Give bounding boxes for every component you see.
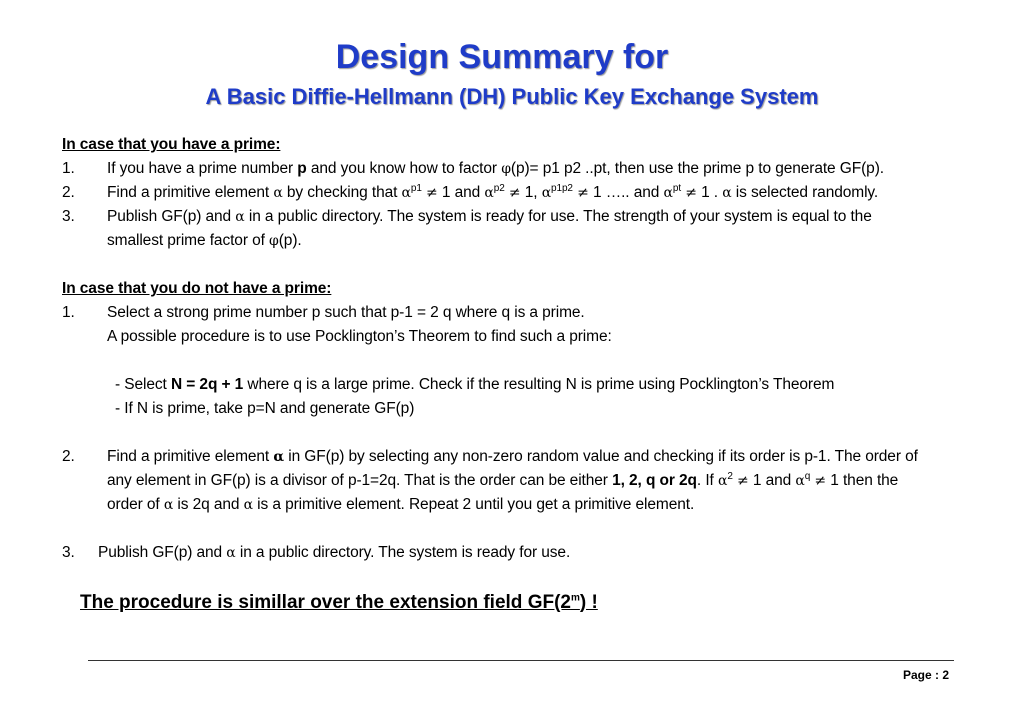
list-item	[62, 541, 992, 565]
section-heading-no-prime: In case that you do not have a prime:	[62, 280, 332, 297]
list-item	[62, 181, 992, 205]
list-item-continuation	[62, 325, 992, 349]
footer-divider	[88, 660, 954, 661]
item-number: 3.	[62, 208, 75, 225]
item-text: Find a primitive element α by checking that $\alpha^{p1} \ne 1$ and $\alpha^{p2} \ne 1$, $\alpha^{p1p2} \ne 1$ ….. and $\alpha^{pt} \ne 1$ . α is selected randomly.	[107, 182, 879, 201]
list-item	[62, 445, 992, 469]
closing-note: The procedure is simillar over the extension field GF(2$^m$) !	[80, 592, 598, 613]
item-text: If you have a prime number p and you know how to factor φ(p)= p1 p2 ..pt, then use the prime p to generate GF(p).	[107, 160, 884, 177]
sub-item	[62, 373, 992, 397]
sub-item-text: - Select N = 2q + 1 where q is a large prime. Check if the resulting N is prime using Pocklington’s Theorem	[115, 376, 835, 393]
item-number: 1.	[62, 304, 75, 321]
section-heading-prime: In case that you have a prime:	[62, 136, 281, 153]
list-item	[62, 301, 992, 325]
item-text: smallest prime factor of φ(p).	[107, 232, 302, 249]
item-text: Find a primitive element α in GF(p) by selecting any non-zero random value and checking if its order is p-1. The order of	[107, 448, 918, 465]
item-text: Select a strong prime number p such that p-1 = 2 q where q is a prime.	[107, 304, 585, 321]
list-item	[62, 157, 992, 181]
list-item-continuation	[62, 229, 992, 253]
item-number: 3.	[62, 544, 75, 561]
list-item	[62, 205, 992, 229]
phi-symbol: φ	[501, 161, 511, 177]
slide-body	[62, 133, 992, 565]
item-text: any element in GF(p) is a divisor of p-1=2q. That is the order can be either 1, 2, q or 2q. If $\alpha^2 \ne 1$ and $\alpha^q \ne 1$ then the	[107, 470, 899, 489]
item-text: Publish GF(p) and α in a public directory. The system is ready for use. The strength of your system is equal to the	[107, 208, 872, 225]
slide-subtitle: A Basic Diffie-Hellmann (DH) Public Key Exchange System	[205, 84, 819, 109]
sub-item-text: - If N is prime, take p=N and generate GF(p)	[115, 400, 415, 417]
slide-title: Design Summary for	[335, 38, 669, 76]
item-number: 2.	[62, 184, 75, 201]
item-number: 1.	[62, 160, 75, 177]
item-text: Publish GF(p) and α in a public directory. The system is ready for use.	[98, 544, 571, 561]
page-number: Page : 2	[903, 668, 950, 682]
list-item-continuation	[62, 469, 992, 493]
item-text: A possible procedure is to use Pocklington’s Theorem to find such a prime:	[107, 328, 612, 345]
sub-item	[62, 397, 992, 421]
item-text: order of α is 2q and α is a primitive element. Repeat 2 until you get a primitive element.	[107, 496, 695, 513]
item-number: 2.	[62, 448, 75, 465]
list-item-continuation	[62, 493, 992, 517]
alpha-symbol: α	[273, 185, 283, 201]
